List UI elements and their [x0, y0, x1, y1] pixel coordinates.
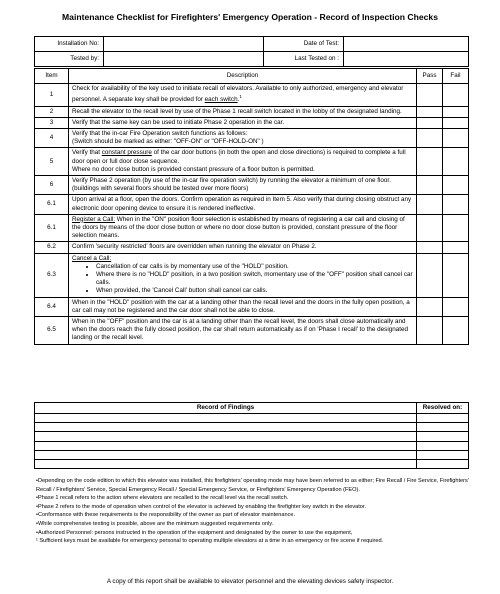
finding-field[interactable] — [35, 459, 417, 468]
item-number: 3 — [35, 117, 69, 128]
item-description: Verify that the in-car Fire Operation switch functions as follows: (Switch should be marked as either: "OFF-ON" or "OFF-HOLD-ON" ) — [69, 128, 417, 147]
pass-checkbox[interactable] — [417, 128, 443, 147]
header-table — [34, 36, 469, 67]
resolved-field[interactable] — [417, 441, 469, 450]
footnote: •Depending on the code edition to which this elevator was installed, this firefighters' operating mode may have been referred to as either; Fire Recall / Fire Service, Firefighters' Recall / Firefighters' Service, Special Emergency Recall / Special Emergency Service, or Firefighters' Emergency Operation (FEO). — [36, 478, 469, 493]
pass-checkbox[interactable] — [417, 195, 443, 214]
pass-checkbox[interactable] — [417, 316, 443, 344]
item-number: 1 — [35, 84, 69, 107]
table-row — [35, 214, 469, 242]
item-description: Upon arrival at a floor, open the doors. Confirm operation as required in Item 5. Also verify that during closing obstruct any electronic door opening device to ensure it is rendered ineffective. — [69, 195, 417, 214]
pass-checkbox[interactable] — [417, 117, 443, 128]
pass-checkbox[interactable] — [417, 148, 443, 176]
table-row — [35, 316, 469, 344]
page-title: Maintenance Checklist for Firefighters' Emergency Operation - Record of Inspection Checks — [62, 12, 438, 22]
resolved-field[interactable] — [417, 450, 469, 459]
item-description: Cancel a Call: • Cancellation of car calls is by momentary use of the "HOLD" position. • Where there is no "HOLD" position, in a two position switch, momentary use of the "OFF" position shall cancel car calls. • When provided, the 'Cancel Call' button shall cancel car calls. — [69, 253, 417, 297]
table-row — [35, 253, 469, 297]
fail-checkbox[interactable] — [443, 253, 469, 297]
pass-checkbox[interactable] — [417, 242, 443, 253]
resolved-on-header: Resolved on: — [417, 403, 469, 414]
item-description: Register a Call: When in the "ON" position floor selection is established by means of registering a car call and closing of the doors by means of the door close button or where no door close button is provided, constant pressure of the floor selection means. — [69, 214, 417, 242]
item-description: Confirm 'security restricted' floors are overridden when running the elevator on Phase 2. — [69, 242, 417, 253]
item-description: Check for availability of the key used to initiate recall of elevators. Available to only authorized, emergency and elevator personnel. A separate key shall be provided for each switch.$^1$ — [69, 84, 417, 107]
footnotes — [36, 477, 476, 546]
footnote-marker: 1 — [239, 94, 242, 100]
fail-checkbox[interactable] — [443, 117, 469, 128]
pass-column-header: Pass — [417, 69, 443, 84]
record-of-findings-header: Record of Findings — [35, 403, 417, 414]
item-number: 6.1 — [35, 195, 69, 214]
item-description: When in the "OFF" position and the car is at a landing other than the recall level, the doors shall close automatically and when the doors reach the fully closed position, the car shall return automatically as if on 'Phase I recall' to the designated landing or the recall level. — [69, 316, 417, 344]
resolved-field[interactable] — [417, 423, 469, 432]
resolved-field[interactable] — [417, 414, 469, 423]
installation-label: Installation No: — [35, 37, 104, 52]
footnote: •Conformance with these requirements is the responsibility of the owner as part of elevator maintenance. — [36, 512, 296, 519]
fail-checkbox[interactable] — [443, 242, 469, 253]
last-tested-label: Last Tested on : — [264, 52, 344, 67]
list-item: • Cancellation of car calls is by momentary use of the "HOLD" position. — [96, 263, 413, 271]
fail-checkbox[interactable] — [443, 106, 469, 117]
resolved-field[interactable] — [417, 459, 469, 468]
installation-field[interactable] — [104, 37, 264, 52]
item-number: 6.2 — [35, 242, 69, 253]
list-item: • When provided, the 'Cancel Call' button shall cancel car calls. — [96, 287, 413, 295]
item-number: 6.3 — [35, 253, 69, 297]
item-number: 6 — [35, 175, 69, 194]
finding-field[interactable] — [35, 423, 417, 432]
date-of-test-label: Date of Test: — [264, 37, 344, 52]
fail-checkbox[interactable] — [443, 297, 469, 316]
resolved-field[interactable] — [417, 432, 469, 441]
finding-field[interactable] — [35, 450, 417, 459]
finding-field[interactable] — [35, 414, 417, 423]
last-tested-field[interactable] — [344, 52, 469, 67]
fail-checkbox[interactable] — [443, 84, 469, 107]
item-description: When in the "HOLD" position with the car at a landing other than the recall level and the doors in the fully open position, a car call may not be registered and the car door shall not be able to close. — [69, 297, 417, 316]
table-row — [35, 106, 469, 117]
fail-checkbox[interactable] — [443, 148, 469, 176]
pass-checkbox[interactable] — [417, 253, 443, 297]
item-number: 4 — [35, 128, 69, 147]
table-row — [35, 242, 469, 253]
item-description: Verify Phase 2 operation (by use of the in-car fire operation switch) by running the elevator a minimum of one floor. (buildings with several floors should be tested over more floors) — [69, 175, 417, 194]
item-number: 6.4 — [35, 297, 69, 316]
bullet-list — [72, 263, 413, 296]
fail-checkbox[interactable] — [443, 316, 469, 344]
footnote: •Phase 2 refers to the mode of operation when control of the elevator is achieved by enabling the firefighter key switch in the elevator. — [36, 503, 367, 510]
pass-checkbox[interactable] — [417, 175, 443, 194]
item-description: Verify that constant pressure of the car door buttons (in both the open and close directions) is required to complete a full door open or full door close sequence. Where no door close button is provided constant pressure of a floor button is permitted. — [69, 148, 417, 176]
footnote: •Authorized Personnel: persons instructed in the operation of the equipment and designated by the owner to use the equipment, — [36, 529, 353, 536]
list-item: • Where there is no "HOLD" position, in a two position switch, momentary use of the "OFF" position shall cancel car calls. — [96, 271, 413, 287]
finding-field[interactable] — [35, 441, 417, 450]
tested-by-label: Tested by: — [35, 52, 104, 67]
description-column-header: Description — [69, 69, 417, 84]
date-of-test-field[interactable] — [344, 37, 469, 52]
fail-checkbox[interactable] — [443, 128, 469, 147]
item-column-header: Item — [35, 69, 69, 84]
fail-column-header: Fail — [443, 69, 469, 84]
footnote: ¹ Sufficient keys must be available for emergency personal to operating multiple elevators at a time in an emergency or fire scene if required. — [36, 538, 384, 545]
pass-checkbox[interactable] — [417, 214, 443, 242]
table-row — [35, 84, 469, 107]
fail-checkbox[interactable] — [443, 214, 469, 242]
fail-checkbox[interactable] — [443, 175, 469, 194]
pass-checkbox[interactable] — [417, 84, 443, 107]
footer-note: A copy of this report shall be available to elevator personnel and the elevating devices safety inspector. — [106, 578, 394, 585]
table-row — [35, 128, 469, 147]
fail-checkbox[interactable] — [443, 195, 469, 214]
table-row — [35, 297, 469, 316]
pass-checkbox[interactable] — [417, 297, 443, 316]
item-number: 6.1 — [35, 214, 69, 242]
tested-by-field[interactable] — [104, 52, 264, 67]
item-number: 6.5 — [35, 316, 69, 344]
item-number: 2 — [35, 106, 69, 117]
findings-table — [34, 402, 469, 469]
finding-field[interactable] — [35, 432, 417, 441]
item-description: Verify that the same key can be used to initiate Phase 2 operation in the car. — [69, 117, 417, 128]
inspection-items-table — [34, 68, 469, 345]
table-row — [35, 148, 469, 176]
pass-checkbox[interactable] — [417, 106, 443, 117]
table-row — [35, 175, 469, 194]
item-number: 5 — [35, 148, 69, 176]
item-description: Recall the elevator to the recall level by use of the Phase 1 recall switch located in the lobby of the designated landing. — [69, 106, 417, 117]
footnote: •Phase 1 recall refers to the action where elevators are recalled to the recall level via the recall switch. — [36, 495, 289, 502]
table-row — [35, 117, 469, 128]
footnote: •While comprehensive testing is possible, above are the minimum suggested requirements only. — [36, 520, 274, 527]
table-row — [35, 195, 469, 214]
